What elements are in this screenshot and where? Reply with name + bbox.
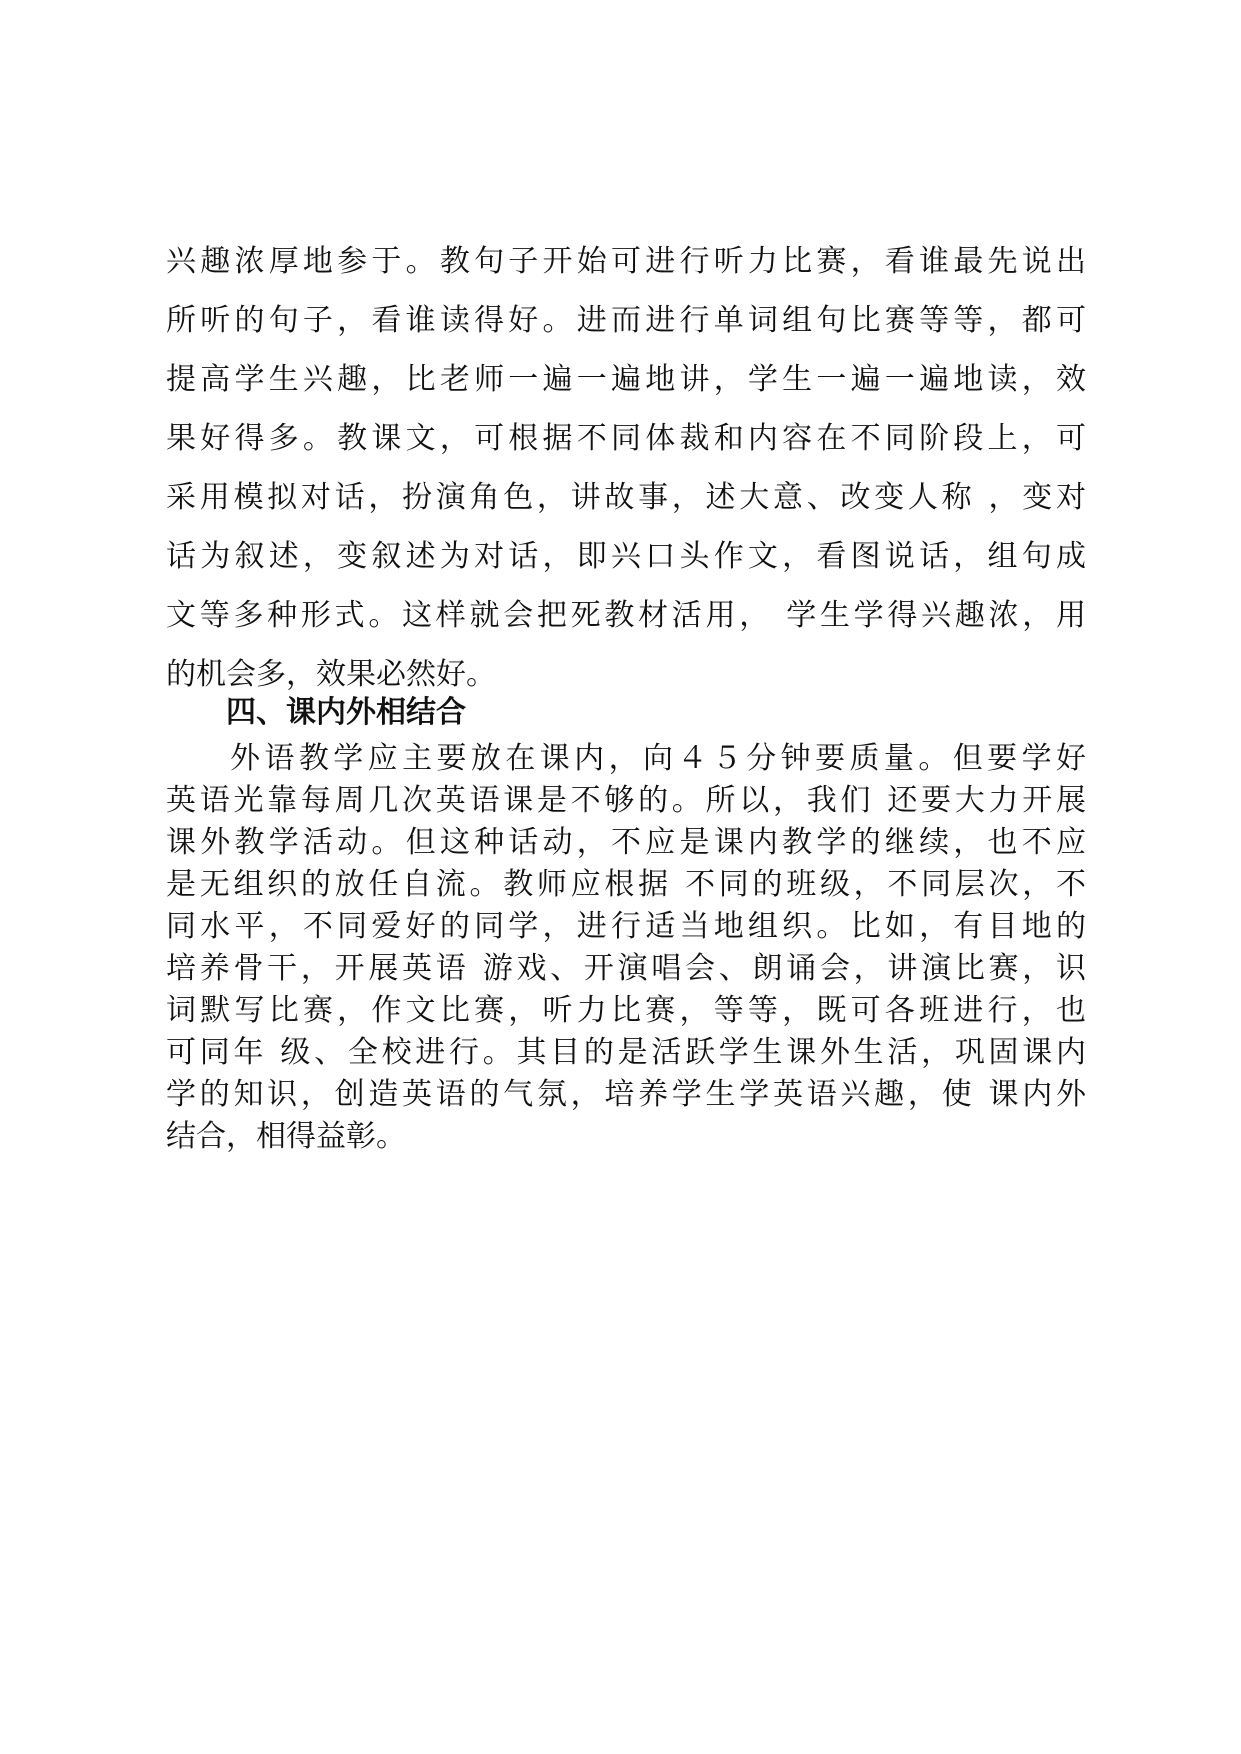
- text-line: 文等多种形式。这样就会把死教材活用， 学生学得兴趣浓，用: [166, 598, 1086, 633]
- section-heading: 四、课内外相结合: [226, 695, 466, 730]
- text-line: 所听的句子，看谁读得好。进而进行单词组句比赛等等，都可: [166, 303, 1086, 338]
- text-line: 可同年 级、全校进行。其目的是活跃学生课外生活，巩固课内: [166, 1035, 1086, 1070]
- text-line: 采用模拟对话，扮演角色，讲故事，述大意、改变人称 ，变对: [166, 480, 1086, 515]
- text-line: 是无组织的放任自流。教师应根据 不同的班级，不同层次，不: [166, 867, 1086, 902]
- text-line: 学的知识，创造英语的气氛，培养学生学英语兴趣，使 课内外: [166, 1077, 1086, 1112]
- paragraph-2: [166, 738, 1086, 1158]
- text-line: 英语光靠每周几次英语课是不够的。所以，我们 还要大力开展: [166, 783, 1086, 818]
- paragraph-1: [166, 232, 1086, 704]
- text-line: 同水平，不同爱好的同学，进行适当地组织。比如，有目地的: [166, 909, 1086, 944]
- text-line: 兴趣浓厚地参于。教句子开始可进行听力比赛，看谁最先说出: [166, 244, 1086, 279]
- text-line: 的机会多，效果必然好。: [166, 657, 496, 692]
- text-line: 提高学生兴趣，比老师一遍一遍地讲，学生一遍一遍地读，效: [166, 362, 1086, 397]
- text-line: 结合，相得益彰。: [166, 1119, 406, 1154]
- text-line: 外语教学应主要放在课内，向４５分钟要质量。但要学好: [230, 741, 1086, 776]
- text-line: 词默写比赛，作文比赛，听力比赛，等等，既可各班进行，也: [166, 993, 1086, 1028]
- text-line: 果好得多。教课文，可根据不同体裁和内容在不同阶段上，可: [166, 421, 1086, 456]
- text-line: 课外教学活动。但这种话动，不应是课内教学的继续，也不应: [166, 825, 1086, 860]
- text-line: 培养骨干，开展英语 游戏、开演唱会、朗诵会，讲演比赛，识: [166, 951, 1086, 986]
- text-line: 话为叙述，变叙述为对话，即兴口头作文，看图说话，组句成: [166, 539, 1086, 574]
